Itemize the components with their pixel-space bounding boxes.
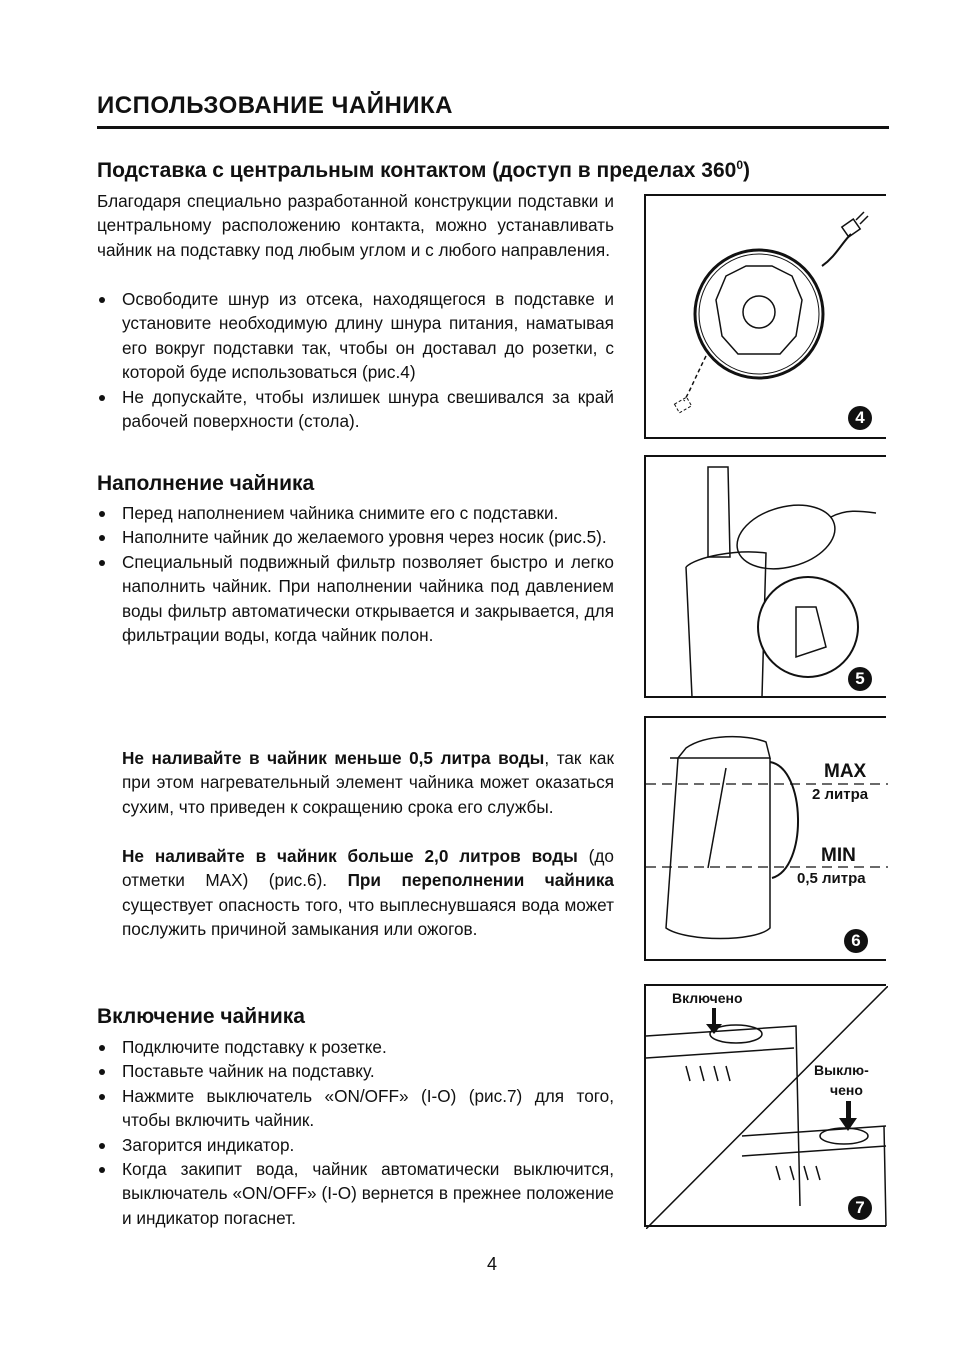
- max-label: MAX: [824, 761, 867, 782]
- switch-illustration: [646, 986, 888, 1229]
- switch-off-label-line1: Выклю-: [814, 1062, 869, 1078]
- switch-on-label: Включено: [672, 990, 743, 1006]
- list-item: Поставьте чайник на подставку.: [97, 1059, 614, 1083]
- intro-paragraph: Благодаря специально разработанной конструкции подставки и центральному расположению контакта, можно устанавливать чайник на подставку под любым углом и с любого направления.: [97, 191, 614, 260]
- figure-4-base-cord: [644, 194, 886, 439]
- min-label: MIN: [821, 845, 856, 866]
- min-volume-label: 0,5 литра: [797, 870, 866, 887]
- list-item: Когда закипит вода, чайник автоматически выключится, выключатель «ON/OFF» (I-O) вернется в прежнее положение и индикатор погаснет.: [97, 1157, 614, 1230]
- base-cord-illustration: [646, 196, 888, 441]
- figure-6-water-level: [644, 716, 886, 961]
- fill-bullet-list: [97, 501, 614, 647]
- list-item: Освободите шнур из отсека, находящегося в подставке и установите необходимую длину шнура питания, наматывая его вокруг подставки так, чтобы он доставал до розетки, с которой буде использоваться (рис.4): [97, 287, 614, 385]
- list-item: Специальный подвижный фильтр позволяет быстро и легко наполнить чайник. При наполнении чайника под давлением воды фильтр автоматически открывается и закрывается, для фильтрации воды, когда чайник полон.: [97, 550, 614, 648]
- figure-7-switch: [644, 984, 886, 1227]
- section-heading-base: Подставка с центральным контактом (доступ в пределах $360^0$): [97, 158, 750, 182]
- section-heading-fill: Наполнение чайника: [97, 472, 315, 495]
- section-heading-on: Включение чайника: [97, 1005, 305, 1028]
- warning-min-water: Не наливайте в чайник меньше 0,5 литра воды, так как при этом нагревательный элемент чайника может оказаться сухим, что приведен к сокращению срока его службы.: [122, 748, 615, 817]
- list-item: Наполните чайник до желаемого уровня через носик (рис.5).: [97, 525, 614, 549]
- page-title: ИСПОЛЬЗОВАНИЕ ЧАЙНИКА: [97, 92, 889, 129]
- warning-max-water: Не наливайте в чайник больше 2,0 литров воды (до отметки MAX) (рис.6). При переполнении чайника существует опасность того, что выплеснувшаяся вода может послужить причиной замыкания или ожогов.: [122, 846, 614, 940]
- max-volume-label: 2 литра: [812, 786, 869, 803]
- list-item: Перед наполнением чайника снимите его с подставки.: [97, 501, 614, 525]
- list-item: Загорится индикатор.: [97, 1133, 614, 1157]
- figure-number-badge: 4: [848, 406, 872, 430]
- page-number: 4: [486, 1254, 497, 1274]
- list-item: Подключите подставку к розетке.: [97, 1035, 614, 1059]
- figure-number-badge: 6: [844, 929, 868, 953]
- figure-5-filling: [644, 455, 886, 698]
- water-level-illustration: [646, 718, 888, 963]
- list-item: Нажмите выключатель «ON/OFF» (I-O) (рис.7) для того, чтобы включить чайник.: [97, 1084, 614, 1133]
- on-bullet-list: [97, 1035, 614, 1230]
- filling-illustration: [646, 457, 888, 700]
- figure-number-badge: 5: [848, 667, 872, 691]
- figure-number-badge: 7: [848, 1196, 872, 1220]
- switch-off-label-line2: чено: [830, 1082, 863, 1098]
- list-item: Не допускайте, чтобы излишек шнура свешивался за край рабочей поверхности (стола).: [97, 385, 614, 434]
- base-bullet-list: [97, 287, 614, 433]
